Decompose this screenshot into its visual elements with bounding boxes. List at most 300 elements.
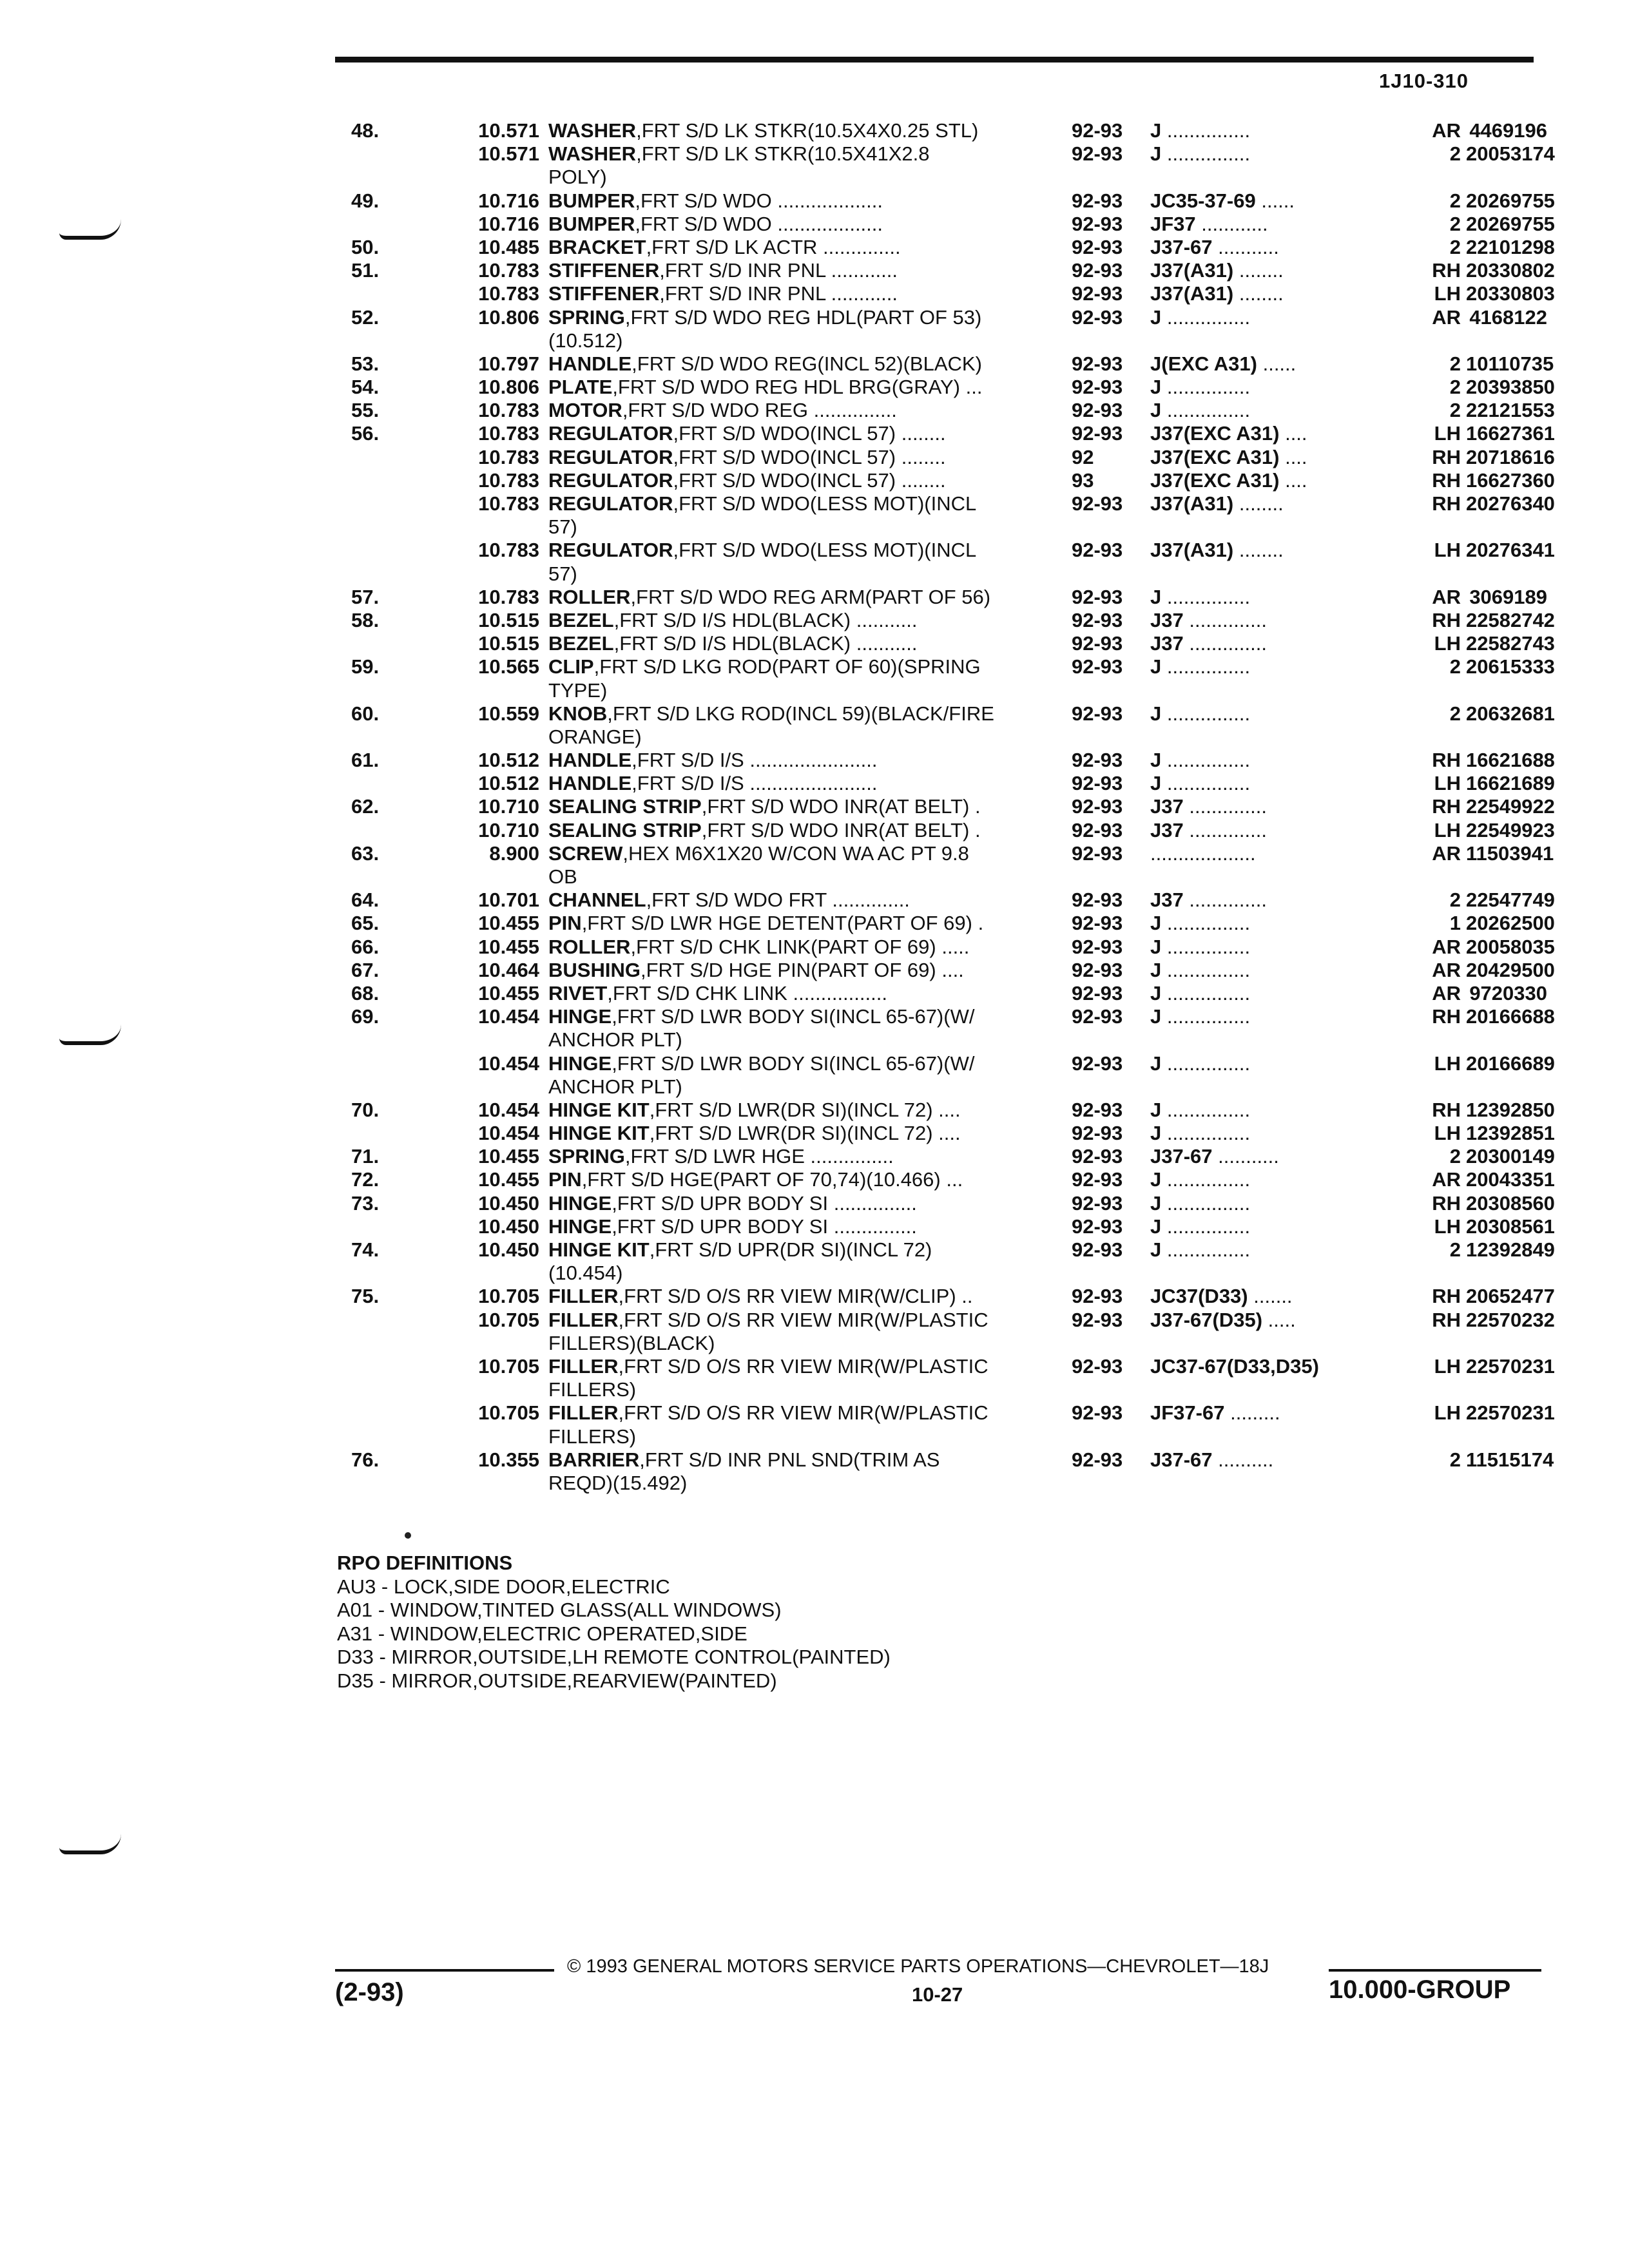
part-name: HINGE KIT	[548, 1122, 650, 1145]
item-number: 48.	[351, 119, 380, 142]
series-label: J	[1150, 1168, 1162, 1191]
model-years: 92-93	[1072, 1052, 1123, 1075]
quantity: AR	[1432, 585, 1461, 608]
part-detail: ,FRT S/D HGE PIN(PART OF 69) ....	[640, 958, 964, 981]
model-years: 92-93	[1072, 1401, 1123, 1425]
rpo-line: AU3 - LOCK,SIDE DOOR,ELECTRIC	[337, 1575, 670, 1598]
rpo-line: D33 - MIRROR,OUTSIDE,LH REMOTE CONTROL(PAINTED)	[337, 1646, 891, 1668]
series-code	[1150, 1285, 1293, 1308]
part-name: HANDLE	[548, 352, 632, 375]
series-code	[1150, 446, 1307, 469]
part-detail: ,FRT S/D LWR(DR SI)(INCL 72) ....	[649, 1122, 961, 1145]
rpo-line: A31 - WINDOW,ELECTRIC OPERATED,SIDE	[337, 1622, 747, 1645]
series-label: J	[1150, 958, 1162, 981]
quantity: 2	[1449, 1448, 1461, 1471]
leader-dots: ...............	[1166, 305, 1251, 329]
group-number: 10.454	[478, 1098, 539, 1121]
part-number: 12392849	[1466, 1238, 1555, 1261]
table-row	[351, 235, 1555, 259]
series-code	[1150, 189, 1295, 213]
item-number: 67.	[351, 958, 380, 981]
leader-dots: ...........	[1218, 235, 1279, 258]
part-name: FILLER	[548, 1285, 619, 1308]
model-years: 92-93	[1072, 889, 1123, 912]
part-detail: ,FRT S/D WDO(LESS MOT)(INCL	[673, 492, 977, 515]
part-description	[548, 702, 994, 726]
table-row	[351, 259, 1555, 282]
part-description	[548, 422, 946, 445]
series-label: J(EXC A31)	[1150, 352, 1257, 375]
table-row	[351, 1332, 1550, 1355]
part-number: 20308560	[1466, 1191, 1555, 1215]
model-years: 92-93	[1072, 142, 1123, 166]
series-label: J37-67(D35)	[1150, 1308, 1263, 1331]
series-code	[1150, 259, 1284, 282]
leader-dots: ..........	[1218, 1448, 1274, 1471]
part-detail: ,FRT S/D O/S RR VIEW MIR(W/PLASTIC	[618, 1354, 988, 1378]
series-label: J	[1150, 305, 1162, 329]
table-row	[351, 1028, 1550, 1052]
part-number: 22101298	[1466, 235, 1555, 258]
leader-dots: ...........	[1218, 1145, 1279, 1168]
quantity: LH	[1434, 422, 1461, 445]
footer-rule-left	[335, 1969, 554, 1972]
model-years: 92-93	[1072, 585, 1123, 608]
group-number: 10.565	[478, 655, 539, 678]
table-row	[351, 492, 1555, 515]
item-number: 52.	[351, 305, 380, 329]
leader-dots: ..............	[1189, 795, 1267, 818]
part-detail: ,FRT S/D LWR HGE ...............	[624, 1145, 894, 1168]
part-detail: ,FRT S/D INR PNL ............	[659, 282, 898, 305]
group-number: 10.783	[478, 422, 539, 445]
model-years: 92-93	[1072, 189, 1123, 212]
series-label: JF37-67	[1150, 1401, 1225, 1425]
part-description	[548, 1215, 917, 1238]
part-description	[548, 1028, 682, 1052]
leader-dots: ..............	[1189, 632, 1267, 655]
quantity: RH	[1432, 1308, 1461, 1331]
item-number: 50.	[351, 235, 380, 258]
table-row	[351, 399, 1555, 422]
model-years: 92-93	[1072, 1145, 1123, 1168]
leader-dots: ...............	[1166, 1098, 1251, 1121]
group-number: 10.705	[478, 1401, 539, 1425]
part-name: FILLER	[548, 1308, 619, 1331]
part-detail: 57)	[548, 515, 577, 539]
leader-dots: ............	[1201, 212, 1268, 235]
group-number: 10.455	[478, 935, 539, 958]
leader-dots: ........	[1239, 282, 1284, 305]
part-number: 22549923	[1466, 818, 1555, 841]
part-name: SPRING	[548, 305, 625, 329]
table-row	[351, 1215, 1555, 1238]
part-detail: ,FRT S/D I/S .......................	[631, 772, 878, 795]
series-label: J	[1150, 399, 1162, 422]
part-detail: ,FRT S/D INR PNL ............	[659, 259, 898, 282]
table-row	[351, 865, 1550, 889]
part-number: 12392850	[1466, 1098, 1555, 1121]
part-description	[548, 586, 990, 609]
table-row	[351, 422, 1555, 445]
part-number: 20429500	[1466, 958, 1555, 981]
item-number: 70.	[351, 1098, 380, 1121]
part-name: FILLER	[548, 1354, 619, 1378]
series-code	[1150, 1401, 1280, 1425]
leader-dots: ...............	[1166, 1191, 1251, 1215]
rpo-line: A01 - WINDOW,TINTED GLASS(ALL WINDOWS)	[337, 1599, 782, 1621]
part-name: REGULATOR	[548, 468, 673, 492]
series-label: JC37(D33)	[1150, 1285, 1248, 1308]
part-description	[548, 632, 917, 655]
part-number: 16627361	[1466, 422, 1555, 445]
part-detail: ,FRT S/D WDO REG HDL BRG(GRAY) ...	[612, 376, 983, 399]
part-description	[548, 819, 981, 842]
series-code	[1150, 795, 1267, 818]
series-code	[1150, 119, 1250, 142]
table-row	[351, 1098, 1555, 1122]
part-number: 22547749	[1466, 889, 1555, 912]
series-code	[1150, 655, 1250, 678]
quantity: LH	[1434, 1354, 1461, 1378]
model-years: 92-93	[1072, 841, 1123, 865]
part-name: SCREW	[548, 841, 623, 865]
part-number: 22570231	[1466, 1354, 1555, 1378]
table-row	[351, 376, 1555, 399]
series-label: J	[1150, 1098, 1162, 1121]
part-name: SEALING STRIP	[548, 818, 702, 841]
leader-dots: ...............	[1166, 1168, 1251, 1191]
series-code	[1150, 889, 1267, 912]
group-number: 10.571	[478, 119, 539, 142]
part-detail: OB	[548, 865, 577, 888]
leader-dots: ......	[1261, 189, 1295, 212]
part-number: 20718616	[1466, 445, 1555, 468]
part-description	[548, 166, 607, 189]
series-code	[1150, 1145, 1279, 1168]
group-number: 10.783	[478, 282, 539, 305]
series-code	[1150, 1122, 1250, 1145]
table-row	[351, 1122, 1555, 1145]
part-name: HANDLE	[548, 749, 632, 772]
part-description	[548, 1332, 715, 1355]
item-number: 72.	[351, 1168, 380, 1191]
series-code	[1150, 586, 1250, 609]
model-years: 92-93	[1072, 235, 1123, 258]
part-detail: ,FRT S/D LWR BODY SI(INCL 65-67)(W/	[612, 1052, 975, 1075]
model-years: 92-93	[1072, 1354, 1123, 1378]
part-detail: ,FRT S/D I/S HDL(BLACK) ...........	[613, 608, 918, 631]
quantity: RH	[1432, 608, 1461, 631]
part-number: 22582742	[1466, 608, 1555, 631]
table-row	[351, 445, 1555, 469]
table-row	[351, 795, 1555, 818]
group-number: 10.716	[478, 189, 539, 212]
leader-dots: ...............	[1166, 1122, 1251, 1145]
part-description	[548, 1075, 682, 1099]
part-description	[548, 1099, 961, 1122]
rpo-line: D35 - MIRROR,OUTSIDE,REARVIEW(PAINTED)	[337, 1669, 777, 1692]
series-label: J	[1150, 655, 1162, 678]
model-years: 92-93	[1072, 119, 1123, 142]
part-description	[548, 306, 981, 329]
part-number: 11515174	[1466, 1448, 1554, 1471]
leader-dots: ...............	[1166, 912, 1251, 935]
part-name: PIN	[548, 912, 582, 935]
leader-dots: ...............	[1166, 399, 1251, 422]
part-detail: ,FRT S/D WDO ...................	[635, 212, 883, 235]
group-number: 10.710	[478, 818, 539, 841]
part-number: 4469196	[1469, 119, 1547, 142]
part-detail: ,FRT S/D LWR HGE DETENT(PART OF 69) .	[581, 912, 984, 935]
model-years: 92-93	[1072, 1238, 1123, 1261]
part-description	[548, 119, 978, 142]
table-row	[351, 772, 1555, 795]
part-description	[548, 562, 577, 586]
binder-mark	[59, 1024, 121, 1045]
part-detail: ,FRT S/D O/S RR VIEW MIR(W/PLASTIC	[618, 1308, 988, 1331]
part-number: 20276341	[1466, 539, 1555, 562]
rpo-title: RPO DEFINITIONS	[337, 1552, 513, 1574]
part-description	[548, 469, 946, 492]
part-description	[548, 213, 883, 236]
part-description	[548, 936, 969, 959]
group-number: 10.485	[478, 235, 539, 258]
part-description	[548, 539, 976, 562]
part-description	[548, 1145, 894, 1168]
leader-dots: ...............	[1166, 958, 1251, 981]
group-number: 8.900	[489, 841, 539, 865]
series-label: J37(EXC A31)	[1150, 445, 1280, 468]
series-code	[1150, 492, 1284, 515]
part-description	[548, 236, 901, 259]
item-number: 75.	[351, 1285, 380, 1308]
series-label: J	[1150, 1122, 1162, 1145]
part-name: HINGE KIT	[548, 1238, 650, 1261]
item-number: 66.	[351, 935, 380, 958]
table-row	[351, 1472, 1550, 1495]
table-row	[351, 1378, 1550, 1401]
model-years: 92-93	[1072, 1122, 1123, 1145]
table-row	[351, 142, 1555, 166]
quantity: LH	[1434, 1401, 1461, 1425]
group-number: 10.454	[478, 1122, 539, 1145]
part-detail: ,FRT S/D I/S HDL(BLACK) ...........	[613, 632, 918, 655]
part-detail: 57)	[548, 562, 577, 585]
group-number: 10.454	[478, 1052, 539, 1075]
part-detail: ,FRT S/D WDO(INCL 57) ........	[673, 445, 946, 468]
leader-dots: ......	[1262, 352, 1296, 375]
item-number: 68.	[351, 981, 380, 1004]
part-name: KNOB	[548, 702, 608, 725]
part-description	[548, 1378, 636, 1401]
table-row	[351, 749, 1555, 772]
table-row	[351, 912, 1555, 935]
series-code	[1150, 236, 1279, 259]
model-years: 92-93	[1072, 259, 1123, 282]
item-number: 74.	[351, 1238, 380, 1261]
table-row	[351, 539, 1555, 562]
table-row	[351, 189, 1555, 213]
table-row	[351, 1052, 1555, 1075]
leader-dots: ...............	[1166, 981, 1251, 1004]
part-description	[548, 259, 898, 282]
part-name: HINGE	[548, 1191, 612, 1215]
part-detail: ,FRT S/D CHK LINK .................	[607, 981, 887, 1004]
series-label: J	[1150, 1005, 1162, 1028]
quantity: RH	[1432, 1098, 1461, 1121]
series-label: J	[1150, 912, 1162, 935]
part-detail: ,FRT S/D WDO ...................	[635, 189, 883, 212]
quantity: LH	[1434, 539, 1461, 562]
part-description	[548, 912, 983, 935]
quantity: 2	[1449, 399, 1461, 422]
group-number: 10.705	[478, 1308, 539, 1331]
part-name: ROLLER	[548, 585, 631, 608]
part-name: REGULATOR	[548, 492, 673, 515]
part-detail: ,FRT S/D UPR(DR SI)(INCL 72)	[649, 1238, 932, 1261]
part-detail: REQD)(15.492)	[548, 1471, 688, 1494]
item-number: 65.	[351, 912, 380, 935]
part-name: SEALING STRIP	[548, 795, 702, 818]
model-years: 92-93	[1072, 1168, 1123, 1191]
quantity: RH	[1432, 1285, 1461, 1308]
series-label: J	[1150, 585, 1162, 608]
model-years: 92-93	[1072, 212, 1123, 235]
quantity: AR	[1432, 1168, 1461, 1191]
series-label: J	[1150, 749, 1162, 772]
model-years: 92-93	[1072, 352, 1123, 375]
leader-dots: .....	[1268, 1308, 1296, 1331]
part-detail: ,FRT S/D HGE(PART OF 70,74)(10.466) ...	[581, 1168, 963, 1191]
group-number: 10.705	[478, 1285, 539, 1308]
part-name: REGULATOR	[548, 539, 673, 562]
part-detail: ,FRT S/D WDO(LESS MOT)(INCL	[673, 539, 977, 562]
part-name: BUSHING	[548, 958, 641, 981]
quantity: RH	[1432, 492, 1461, 515]
series-code	[1150, 1005, 1250, 1028]
leader-dots: ...............	[1166, 376, 1251, 399]
table-row	[351, 1145, 1555, 1168]
series-code	[1150, 539, 1284, 562]
table-row	[351, 982, 1550, 1005]
leader-dots: ...............	[1166, 585, 1251, 608]
part-description	[548, 1122, 961, 1145]
part-description	[548, 982, 887, 1005]
group-number: 10.515	[478, 632, 539, 655]
group-number: 10.783	[478, 468, 539, 492]
quantity: LH	[1434, 1052, 1461, 1075]
group-number: 10.512	[478, 772, 539, 795]
group-number: 10.783	[478, 492, 539, 515]
part-number: 4168122	[1469, 305, 1547, 329]
part-name: HINGE	[548, 1052, 612, 1075]
table-row	[351, 889, 1555, 912]
series-code	[1150, 1052, 1250, 1075]
part-number: 22570231	[1466, 1401, 1555, 1425]
part-detail: ,HEX M6X1X20 W/CON WA AC PT 9.8	[622, 841, 969, 865]
quantity: 2	[1449, 376, 1461, 399]
part-detail: ,FRT S/D WDO REG HDL(PART OF 53)	[624, 305, 982, 329]
leader-dots: ........	[1239, 259, 1284, 282]
leader-dots: ...............	[1166, 119, 1251, 142]
quantity: RH	[1432, 1191, 1461, 1215]
part-detail: ,FRT S/D WDO REG(INCL 52)(BLACK)	[631, 352, 982, 375]
part-detail: ,FRT S/D CHK LINK(PART OF 69) .....	[630, 935, 970, 958]
rpo-definitions	[337, 1552, 891, 1693]
part-detail: ,FRT S/D INR PNL SND(TRIM AS	[639, 1448, 940, 1471]
series-label: J37	[1150, 608, 1184, 631]
item-number: 61.	[351, 749, 380, 772]
binder-mark	[59, 219, 121, 240]
leader-dots: ...............	[1166, 702, 1251, 725]
series-code	[1150, 749, 1250, 772]
part-number: 11503941	[1466, 841, 1554, 865]
table-row	[351, 352, 1554, 376]
part-number: 20300149	[1466, 1145, 1555, 1168]
table-row	[351, 726, 1550, 749]
part-number: 20615333	[1466, 655, 1555, 678]
part-detail: ,FRT S/D WDO(INCL 57) ........	[673, 468, 946, 492]
part-description	[548, 655, 981, 678]
group-number: 10.797	[478, 352, 539, 375]
leader-dots: ..............	[1189, 818, 1267, 841]
quantity: AR	[1432, 305, 1461, 329]
group-number: 10.559	[478, 702, 539, 725]
part-description	[548, 889, 910, 912]
part-name: PLATE	[548, 376, 613, 399]
series-label: J37	[1150, 889, 1184, 912]
series-label: J37-67	[1150, 235, 1213, 258]
model-years: 92-93	[1072, 1448, 1123, 1471]
quantity: RH	[1432, 259, 1461, 282]
series-code	[1150, 609, 1267, 632]
parts-table	[351, 119, 1555, 1495]
model-years: 93	[1072, 468, 1094, 492]
series-label: J37-67	[1150, 1448, 1213, 1471]
part-description	[548, 1309, 988, 1332]
series-label: JC35-37-69	[1150, 189, 1256, 212]
item-number: 60.	[351, 702, 380, 725]
series-code	[1150, 912, 1250, 935]
model-years: 92-93	[1072, 912, 1123, 935]
part-name: REGULATOR	[548, 445, 673, 468]
item-number: 49.	[351, 189, 380, 212]
part-detail: ANCHOR PLT)	[548, 1028, 682, 1052]
part-description	[548, 352, 982, 376]
part-name: WASHER	[548, 119, 637, 142]
part-name: CLIP	[548, 655, 594, 678]
part-detail: TYPE)	[548, 678, 608, 702]
part-detail: ,FRT S/D LKG ROD(INCL 59)(BLACK/FIRE	[607, 702, 994, 725]
item-number: 63.	[351, 841, 380, 865]
group-number: 10.455	[478, 1168, 539, 1191]
part-detail: FILLERS)(BLACK)	[548, 1331, 715, 1354]
model-years: 92-93	[1072, 1285, 1123, 1308]
item-number: 59.	[351, 655, 380, 678]
part-description	[548, 1425, 636, 1448]
leader-dots: ...............	[1166, 772, 1251, 795]
part-detail: ,FRT S/D I/S .......................	[631, 749, 878, 772]
part-detail: ,FRT S/D O/S RR VIEW MIR(W/CLIP) ..	[618, 1285, 973, 1308]
part-number: 20058035	[1466, 935, 1555, 958]
group-number: 10.710	[478, 795, 539, 818]
table-row	[351, 958, 1555, 982]
part-number: 9720330	[1469, 981, 1547, 1004]
quantity: AR	[1432, 935, 1461, 958]
part-detail: ,FRT S/D LKG ROD(PART OF 60)(SPRING	[593, 655, 981, 678]
quantity: 2	[1449, 655, 1461, 678]
